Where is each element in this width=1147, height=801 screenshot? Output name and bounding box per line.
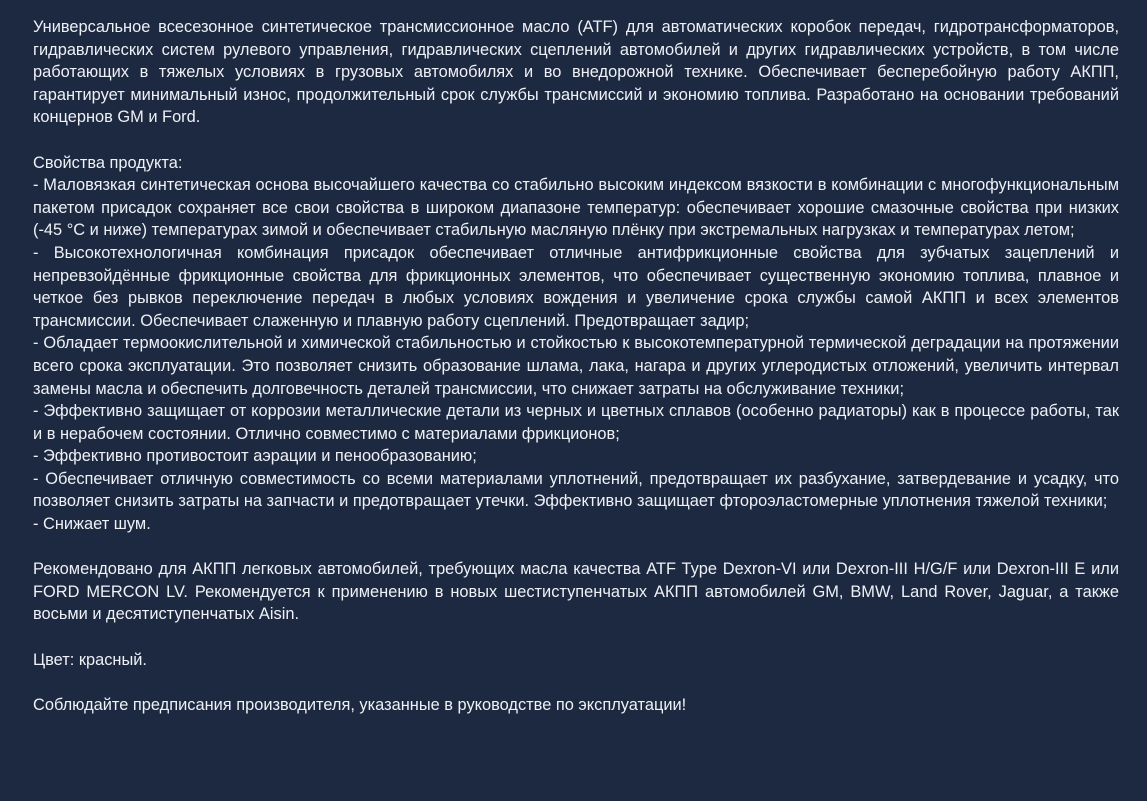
paragraph-gap bbox=[33, 536, 1119, 559]
property-item: - Снижает шум. bbox=[33, 515, 151, 534]
paragraph-gap bbox=[33, 671, 1119, 694]
intro-paragraph: Универсальное всесезонное синтетическое трансмиссионное масло (ATF) для автоматических коробок передач, гидротрансформаторов, гидравлических систем рулевого управления, гидравлических сцеплений автомобилей и других гидравлических устройств, в том числе работающих в тяжелых условиях в грузовых автомобилях и во внедорожной технике. Обеспечивает бесперебойную работу АКПП, гарантирует минимальный износ, продолжительный срок службы трансмиссий и экономию топлива. Разработано на основании требований концернов GM и Ford. bbox=[33, 18, 1119, 127]
properties-heading: Свойства продукта: bbox=[33, 153, 183, 172]
color-line: Цвет: красный. bbox=[33, 650, 147, 669]
property-item: - Обеспечивает отличную совместимость со всеми материалами уплотнений, предотвращает их разбухание, затвердевание и усадку, что позволяет снизить затраты на запчасти и предотвращает утечки. Эффективно защищает фтороэластомерные уплотнения тяжелой техники; bbox=[33, 469, 1119, 511]
recommendation-paragraph: Рекомендовано для АКПП легковых автомобилей, требующих масла качества ATF Type Dexron-VI или Dexron-III H/G/F или Dexron-III E или FORD MERCON LV. Рекомендуется к применению в новых шестиступенчатых АКПП автомобилей GM, BMW, Land Rover, Jaguar, а также восьми и десятиступенчатых Aisin. bbox=[33, 560, 1119, 624]
property-item: - Маловязкая синтетическая основа высочайшего качества со стабильно высоким индексом вязкости в комбинации с многофункциональным пакетом присадок сохраняет все свои свойства в широком диапазоне температур: обеспечивает хорошие смазочные свойства при низких (-45 °С и ниже) температурах зимой и обеспечивает стабильную масляную плёнку при экстремальных нагрузках и температурах летом; bbox=[33, 176, 1119, 240]
paragraph-gap bbox=[33, 626, 1119, 649]
footer-note: Соблюдайте предписания производителя, указанные в руководстве по эксплуатации! bbox=[33, 695, 687, 714]
property-item: - Эффективно противостоит аэрации и пенообразованию; bbox=[33, 447, 477, 466]
property-item: - Обладает термоокислительной и химической стабильностью и стойкостью к высокотемпературной термической деградации на протяжении всего срока эксплуатации. Это позволяет снизить образование шлама, лака, нагара и других углеродистых отложений, увеличить интервал замены масла и обеспечить долговечность деталей трансмиссии, что снижает затраты на обслуживание техники; bbox=[33, 334, 1119, 398]
property-item: - Эффективно защищает от коррозии металлические детали из черных и цветных сплавов (особенно радиаторы) как в процессе работы, так и в нерабочем состоянии. Отлично совместимо с материалами фрикционов; bbox=[33, 402, 1119, 443]
paragraph-gap bbox=[33, 129, 1119, 152]
property-item: - Высокотехнологичная комбинация присадок обеспечивает отличные антифрикционные свойства для зубчатых зацеплений и непревзойдённые фрикционные свойства для фрикционных элементов, что обеспечивает существенную экономию топлива, плавное и четкое без рывков переключение передач в любых условиях вождения и увеличение срока службы самой АКПП и всех элементов трансмиссии. Обеспечивает слаженную и плавную работу сцеплений. Предотвращает задир; bbox=[33, 243, 1119, 330]
